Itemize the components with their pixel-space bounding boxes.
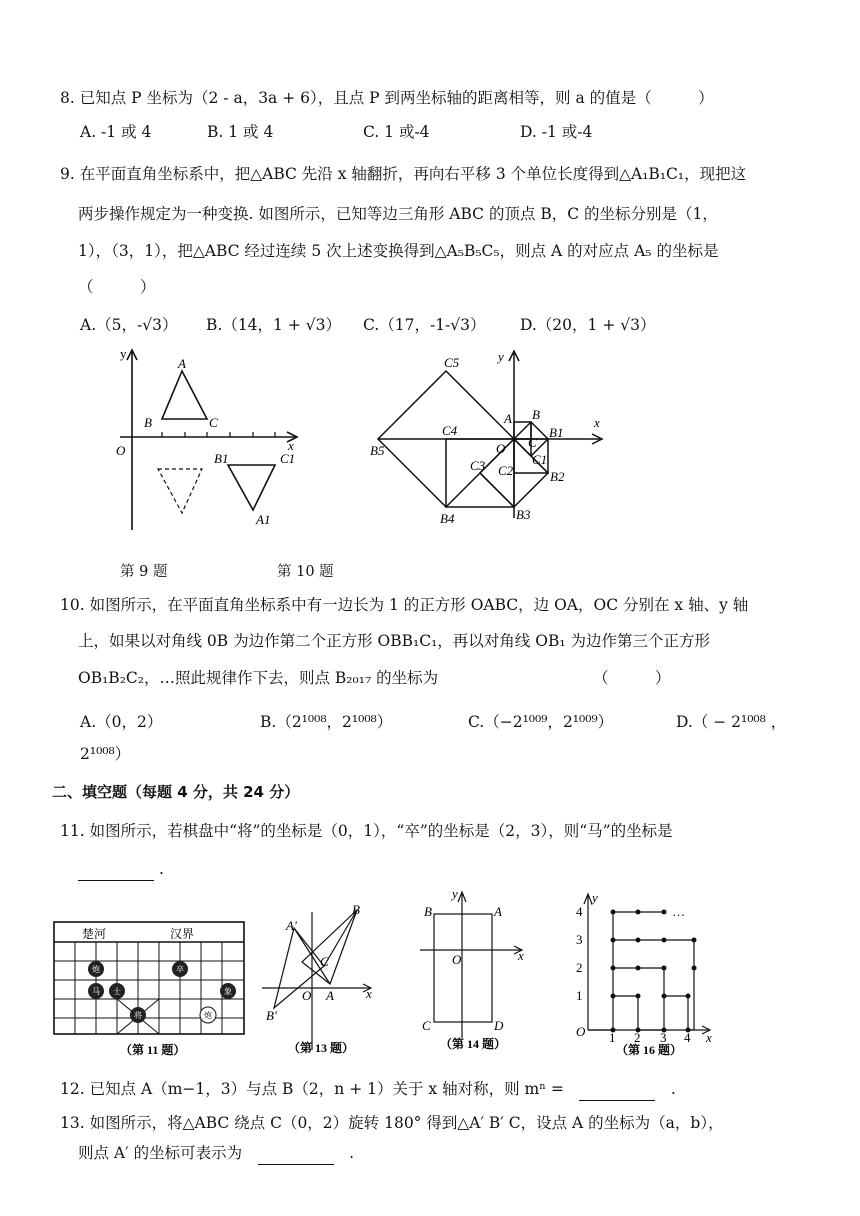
fig11-river-right: 汉界 <box>170 927 195 941</box>
q10-option-a: A.（0，2） <box>80 713 163 731</box>
fig9-c-label: C <box>209 415 218 430</box>
fig16-ellipsis: … <box>672 904 685 919</box>
q9-line2: 两步操作规定为一种变换. 如图所示，已知等边三角形 ABC 的顶点 B，C 的坐标分别是（1， <box>78 205 718 223</box>
fig10-c-label: C <box>528 435 537 450</box>
q8-option-c: C. 1 或-4 <box>363 123 430 141</box>
q12-answer-blank[interactable] <box>579 1078 655 1101</box>
section-fill-in-heading: 二、填空题（每题 4 分，共 24 分） <box>52 783 300 801</box>
fig14-a-label: A <box>494 904 502 919</box>
q13-line2: 则点 A′ 的坐标可表示为 . <box>78 1142 354 1165</box>
fig9-x-label: x <box>288 438 294 453</box>
fig13-b-label: B <box>352 902 360 917</box>
fig14-x-label: x <box>518 948 524 963</box>
fig16-xtick-4: 4 <box>684 1030 691 1045</box>
q10-line1: 10. 如图所示，在平面直角坐标系中有一边长为 1 的正方形 OABC，边 OA，OC 分别在 x 轴、y 轴 <box>60 596 749 614</box>
fig11-river-left: 楚河 <box>82 927 107 941</box>
fig10-c3-label: C3 <box>470 458 486 473</box>
fig10-b1-label: B1 <box>549 425 564 440</box>
q9-option-c: C.（17，-1-√3） <box>363 316 486 334</box>
q10-option-b: B.（2¹⁰⁰⁸，2¹⁰⁰⁸） <box>260 713 393 731</box>
fig14-caption: （第 14 题） <box>440 1037 507 1051</box>
fig9-a-label: A <box>178 356 186 371</box>
q9-option-b: B.（14，1 + √3） <box>206 316 341 334</box>
fig16-ytick-4: 4 <box>576 904 583 919</box>
q10-option-c: C.（−2¹⁰⁰⁹，2¹⁰⁰⁹） <box>468 713 614 731</box>
fig16-x-label: x <box>706 1030 712 1045</box>
fig11-piece-zu: 卒 <box>176 965 184 974</box>
fig11-caption: （第 11 题） <box>120 1043 186 1057</box>
q9-line4: （ ） <box>78 278 156 296</box>
fig9-b1-label: B1 <box>214 451 229 466</box>
figure-16 <box>570 890 720 1055</box>
fig16-xtick-1: 1 <box>609 1030 616 1045</box>
q10-option-d: D.（ − 2¹⁰⁰⁸ ， <box>676 713 787 731</box>
q13-line1: 13. 如图所示，将△ABC 绕点 C（0，2）旋转 180° 得到△A′ B′ C，设点 A 的坐标为（a，b）， <box>60 1114 724 1132</box>
figure-9 <box>110 340 310 540</box>
q10-line2: 上，如果以对角线 0B 为边作第二个正方形 OBB₁C₁，再以对角线 OB₁ 为边作第三个正方形 <box>78 632 710 650</box>
fig16-origin-label: O <box>576 1024 586 1039</box>
fig13-o-label: O <box>302 988 312 1003</box>
fig10-c2-label: C2 <box>498 463 514 478</box>
fig14-b-label: B <box>424 904 432 919</box>
fig10-b3-label: B3 <box>516 507 531 522</box>
fig11-piece-xiang: 象 <box>224 987 232 996</box>
fig10-c5-label: C5 <box>444 355 460 370</box>
q9-line1: 9. 在平面直角坐标系中，把△ABC 先沿 x 轴翻折，再向右平移 3 个单位长度得到△A₁B₁C₁，现把这 <box>60 165 747 183</box>
q8-stem: 8. 已知点 P 坐标为（2 - a，3a + 6），且点 P 到两坐标轴的距离相等，则 a 的值是（ ） <box>60 89 714 107</box>
fig10-caption: 第 10 题 <box>277 564 334 580</box>
fig9-b-label: B <box>144 415 152 430</box>
fig16-caption: （第 16 题） <box>616 1043 683 1057</box>
fig14-o-label: O <box>452 952 462 967</box>
q13-answer-blank[interactable] <box>258 1142 334 1165</box>
fig9-a1-label: A1 <box>256 512 271 527</box>
figure-14 <box>418 886 548 1051</box>
fig10-c4-label: C4 <box>442 423 458 438</box>
fig10-b2-label: B2 <box>550 469 565 484</box>
fig16-y-label: y <box>592 890 598 905</box>
q10-line3: OB₁B₂C₂，…照此规律作下去，则点 B₂₀₁₇ 的坐标为 <box>78 669 439 687</box>
fig10-b-label: B <box>532 407 540 422</box>
fig10-b4-label: B4 <box>440 511 455 526</box>
fig10-c1-label: C1 <box>532 452 548 467</box>
fig16-ytick-2: 2 <box>576 960 583 975</box>
fig13-a-label: A <box>326 988 334 1003</box>
fig10-b5-label: B5 <box>370 443 385 458</box>
fig11-piece-ma: 马 <box>92 987 100 996</box>
q9-option-a: A.（5，-√3） <box>80 316 178 334</box>
fig11-piece-jiang: 将 <box>134 1011 142 1020</box>
q10-option-d-cont: 2¹⁰⁰⁸） <box>80 745 131 763</box>
fig10-x-label: x <box>594 415 600 430</box>
fig9-caption: 第 9 题 <box>120 564 168 580</box>
fig13-b-prime-label: B' <box>266 1008 277 1023</box>
fig14-d-label: D <box>494 1018 504 1033</box>
fig16-ytick-1: 1 <box>576 988 583 1003</box>
fig10-y-label: y <box>498 349 504 364</box>
q8-option-a: A. -1 或 4 <box>80 123 152 141</box>
q11-line2: . <box>78 858 164 881</box>
fig9-origin-label: O <box>116 443 126 458</box>
fig11-piece-shi: 士 <box>113 987 121 996</box>
fig10-origin-label: O <box>496 441 506 456</box>
q11-answer-blank[interactable] <box>78 858 154 881</box>
fig13-a-prime-label: A' <box>286 918 297 933</box>
q12-line: 12. 已知点 A（m−1，3）与点 B（2，n + 1）关于 x 轴对称，则 mⁿ = . <box>60 1078 676 1101</box>
fig11-piece-pao: 炮 <box>92 965 100 974</box>
q9-line3: 1），（3，1），把△ABC 经过连续 5 次上述变换得到△A₅B₅C₅，则点 A 的对应点 A₅ 的坐标是 <box>78 242 719 260</box>
fig13-x-label: x <box>366 986 372 1001</box>
fig16-xtick-2: 2 <box>634 1030 641 1045</box>
figure-13 <box>262 900 382 1055</box>
fig14-y-label: y <box>452 886 458 901</box>
q11-line1: 11. 如图所示，若棋盘中“将”的坐标是（0，1），“卒”的坐标是（2，3），则“马”的坐标是 <box>60 822 673 840</box>
fig10-a-label: A <box>504 411 512 426</box>
fig13-caption: （第 13 题） <box>288 1041 355 1055</box>
q8-option-d: D. -1 或-4 <box>520 123 593 141</box>
figure-11-chessboard <box>52 918 252 1068</box>
fig16-xtick-3: 3 <box>660 1030 667 1045</box>
fig9-c1-label: C1 <box>280 451 296 466</box>
fig14-c-label: C <box>422 1018 431 1033</box>
fig9-y-label: y <box>120 346 127 361</box>
figure-10 <box>368 343 608 526</box>
fig13-c-label: C <box>320 954 329 969</box>
fig16-ytick-3: 3 <box>576 932 583 947</box>
fig11-piece-pao2: 炮 <box>204 1011 212 1020</box>
q8-option-b: B. 1 或 4 <box>207 123 274 141</box>
q9-option-d: D.（20，1 + √3） <box>520 316 656 334</box>
q10-answer-paren: （ ） <box>593 669 671 687</box>
